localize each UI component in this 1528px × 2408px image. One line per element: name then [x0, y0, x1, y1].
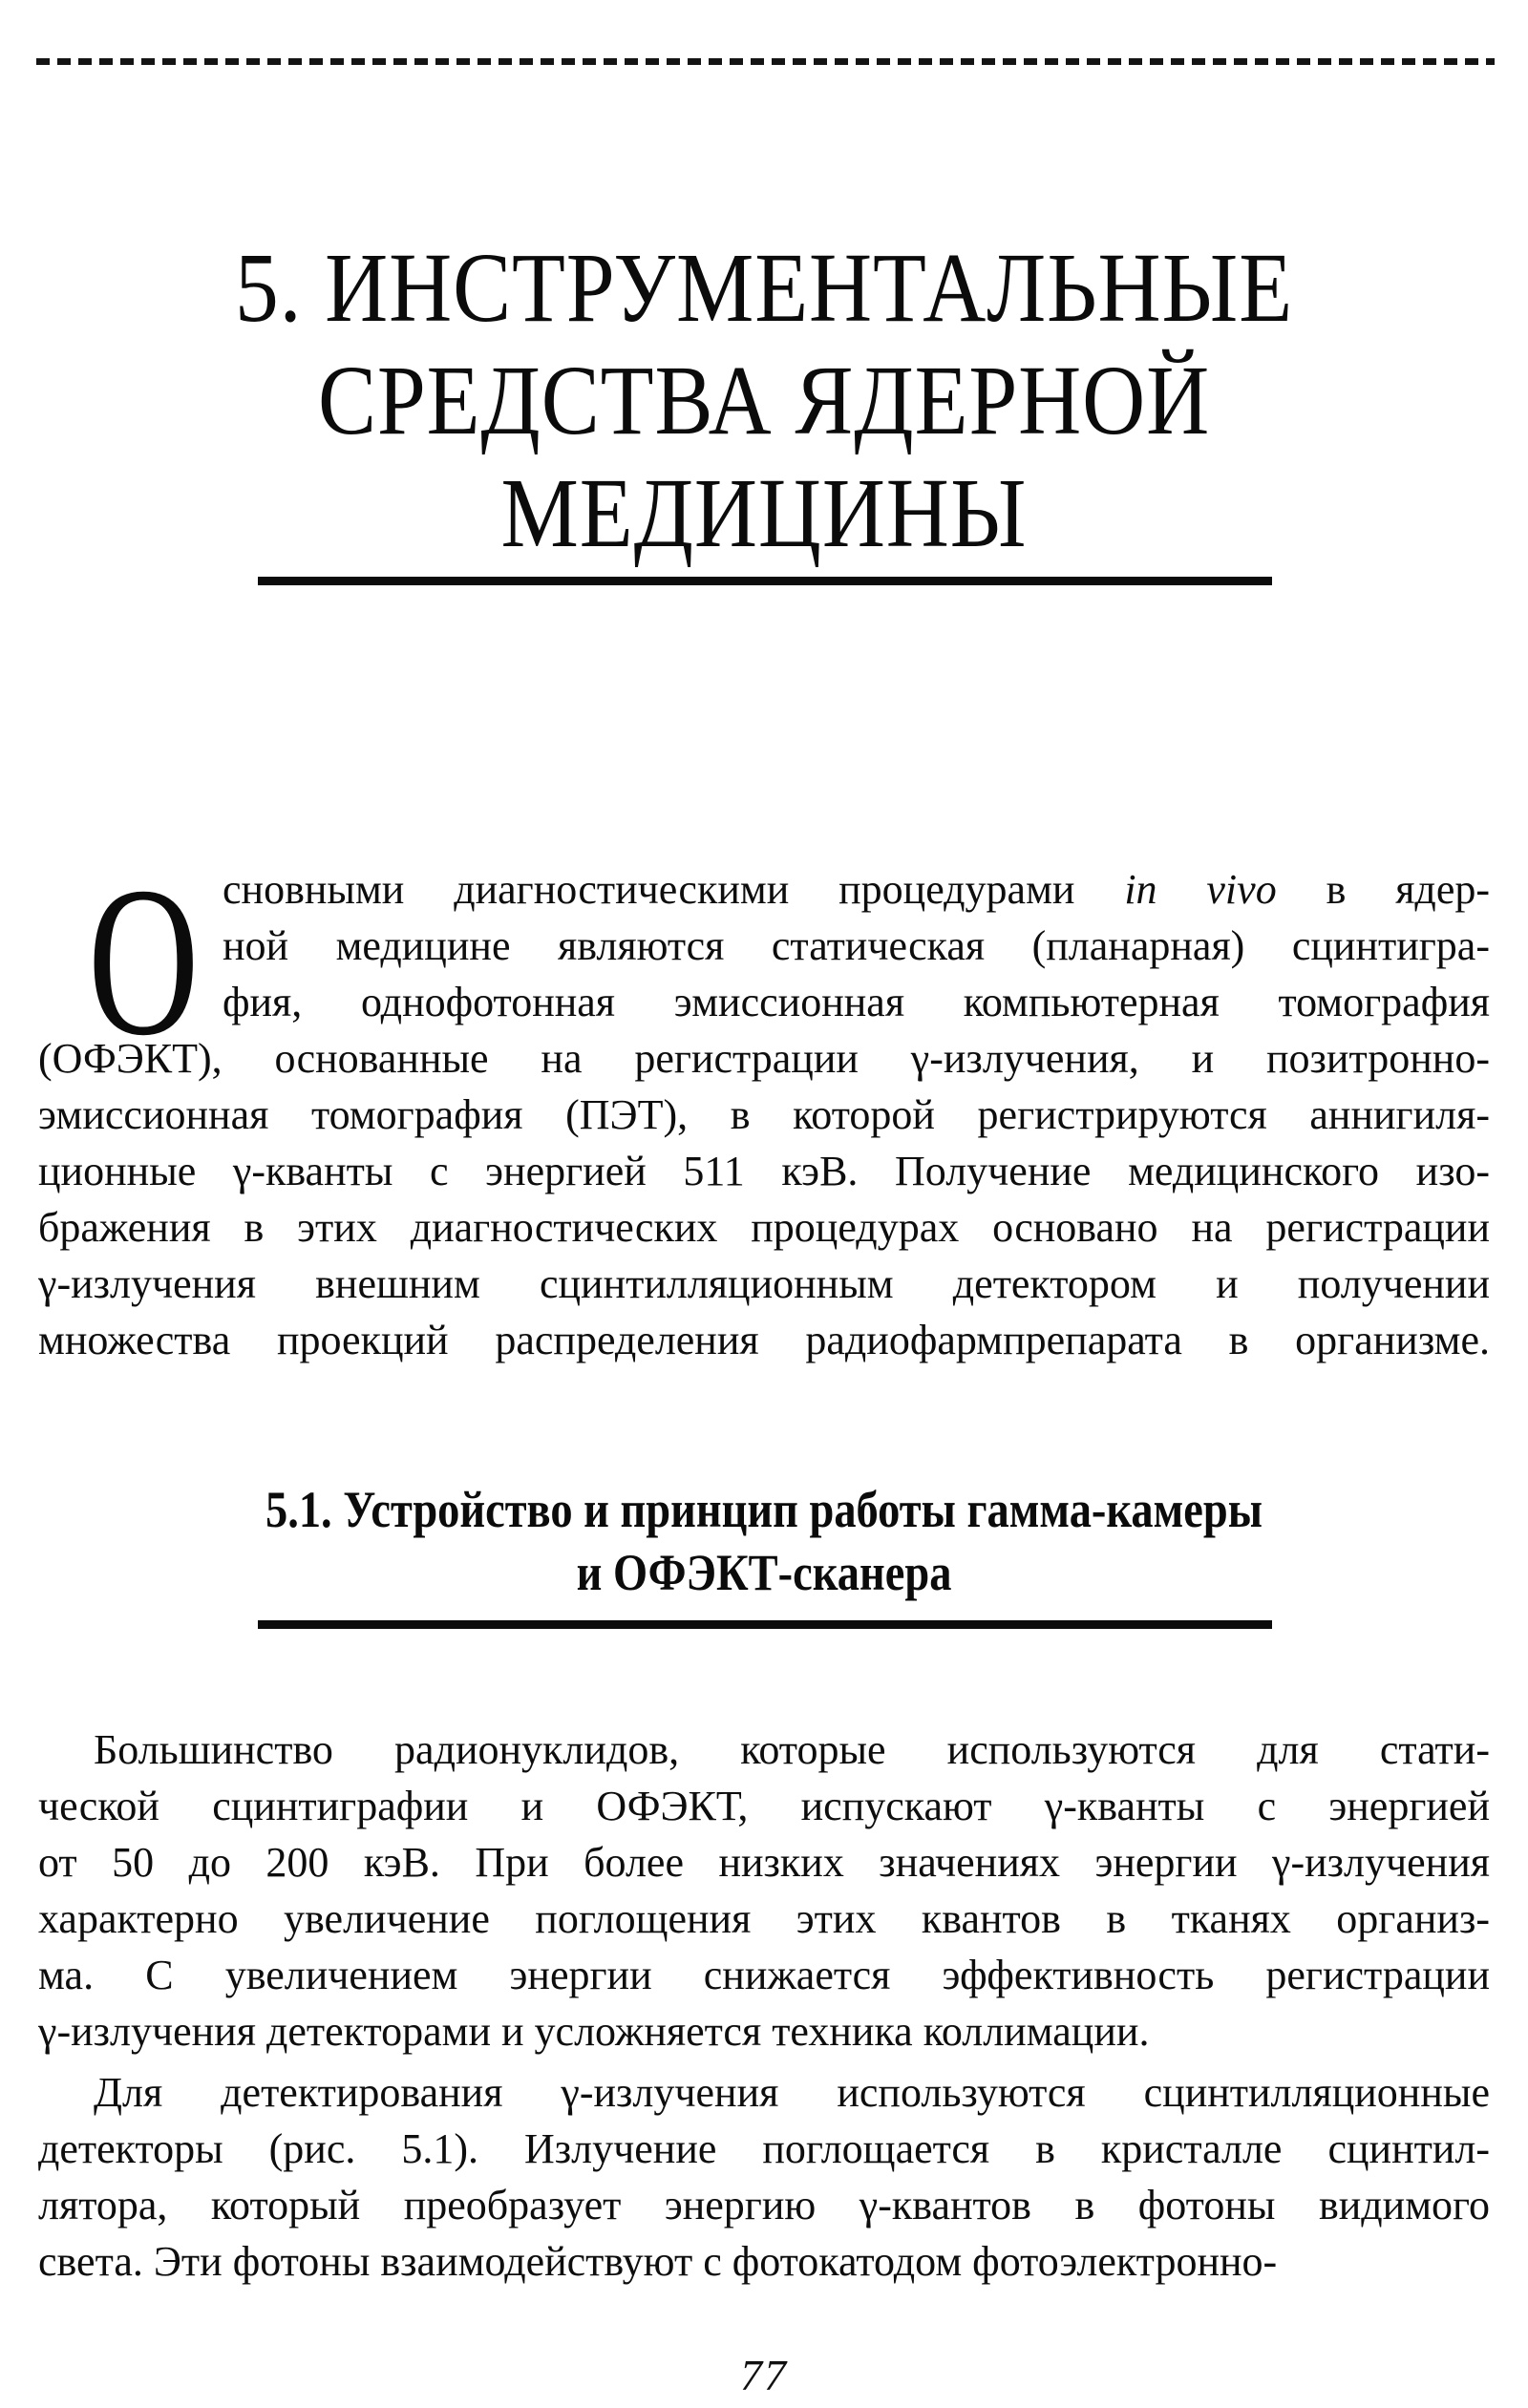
text-line: фия, однофотонная эмиссионная компьютерная томография: [223, 979, 1490, 1025]
text-line: ческой сцинтиграфии и ОФЭКТ, испускают γ-кванты с энергией: [38, 1783, 1490, 1829]
text-line: детекторы (рис. 5.1). Излучение поглощается в кристалле сцинтил-: [38, 2125, 1490, 2172]
text-line: γ-излучения внешним сцинтилляционным детектором и получении: [38, 1260, 1490, 1307]
text-segment: сновными диагностическими процедурами: [223, 866, 1125, 913]
text-line: множества проекций распределения радиофармпрепарата в организме.: [38, 1317, 1490, 1363]
text-line: бражения в этих диагностических процедурах основано на регистрации: [38, 1204, 1490, 1251]
text-line: Большинство радионуклидов, которые используются для стати-: [94, 1726, 1490, 1773]
text-line: ма. С увеличением энергии снижается эффективность регистрации: [38, 1952, 1490, 1998]
text-line: эмиссионная томография (ПЭТ), в которой регистрируются аннигиля-: [38, 1091, 1490, 1138]
chapter-title-line: СРЕДСТВА ЯДЕРНОЙ: [317, 346, 1211, 455]
text-line: лятора, который преобразует энергию γ-квантов в фотоны видимого: [38, 2182, 1490, 2228]
latin-term-italic: in vivo: [1124, 866, 1277, 913]
heading-rule: [258, 1620, 1272, 1629]
section-heading-line: и ОФЭКТ-сканера: [576, 1544, 952, 1601]
text-line: ной медицине являются статическая (планарная) сцинтигра-: [223, 922, 1490, 969]
chapter-title-line: МЕДИЦИНЫ: [500, 458, 1028, 568]
section-heading: [107, 1478, 1421, 1604]
text-segment: в ядер-: [1326, 866, 1490, 913]
chapter-title-line: 5. ИНСТРУМЕНТАЛЬНЫЕ: [234, 233, 1294, 343]
text-line: [38, 861, 1490, 918]
drop-cap: О: [88, 843, 200, 1080]
text-line: ционные γ-кванты с энергией 511 кэВ. Получение медицинского изо-: [38, 1148, 1490, 1194]
body-paragraph: [38, 1722, 1490, 2059]
section-heading-line: 5.1. Устройство и принцип работы гамма-камеры: [265, 1481, 1263, 1538]
title-rule: [258, 577, 1272, 585]
text-line: света. Эти фотоны взаимодействуют с фотокатодом фотоэлектронно-: [38, 2238, 1278, 2285]
text-line: (ОФЭКТ), основанные на регистрации γ-излучения, и позитронно-: [38, 1035, 1490, 1082]
text-line: характерно увеличение поглощения этих квантов в тканях организ-: [38, 1895, 1490, 1942]
top-dashed-divider: [36, 58, 1495, 65]
text-line: γ-излучения детекторами и усложняется техника коллимации.: [38, 2008, 1150, 2055]
body-paragraph: [38, 2064, 1490, 2290]
chapter-title: [92, 232, 1436, 570]
intro-paragraph: [38, 861, 1490, 1368]
text-line: Для детектирования γ-излучения используются сцинтилляционные: [94, 2069, 1490, 2116]
text-line: от 50 до 200 кэВ. При более низких значениях энергии γ-излучения: [38, 1839, 1490, 1886]
page-number: 77: [740, 2351, 788, 2399]
